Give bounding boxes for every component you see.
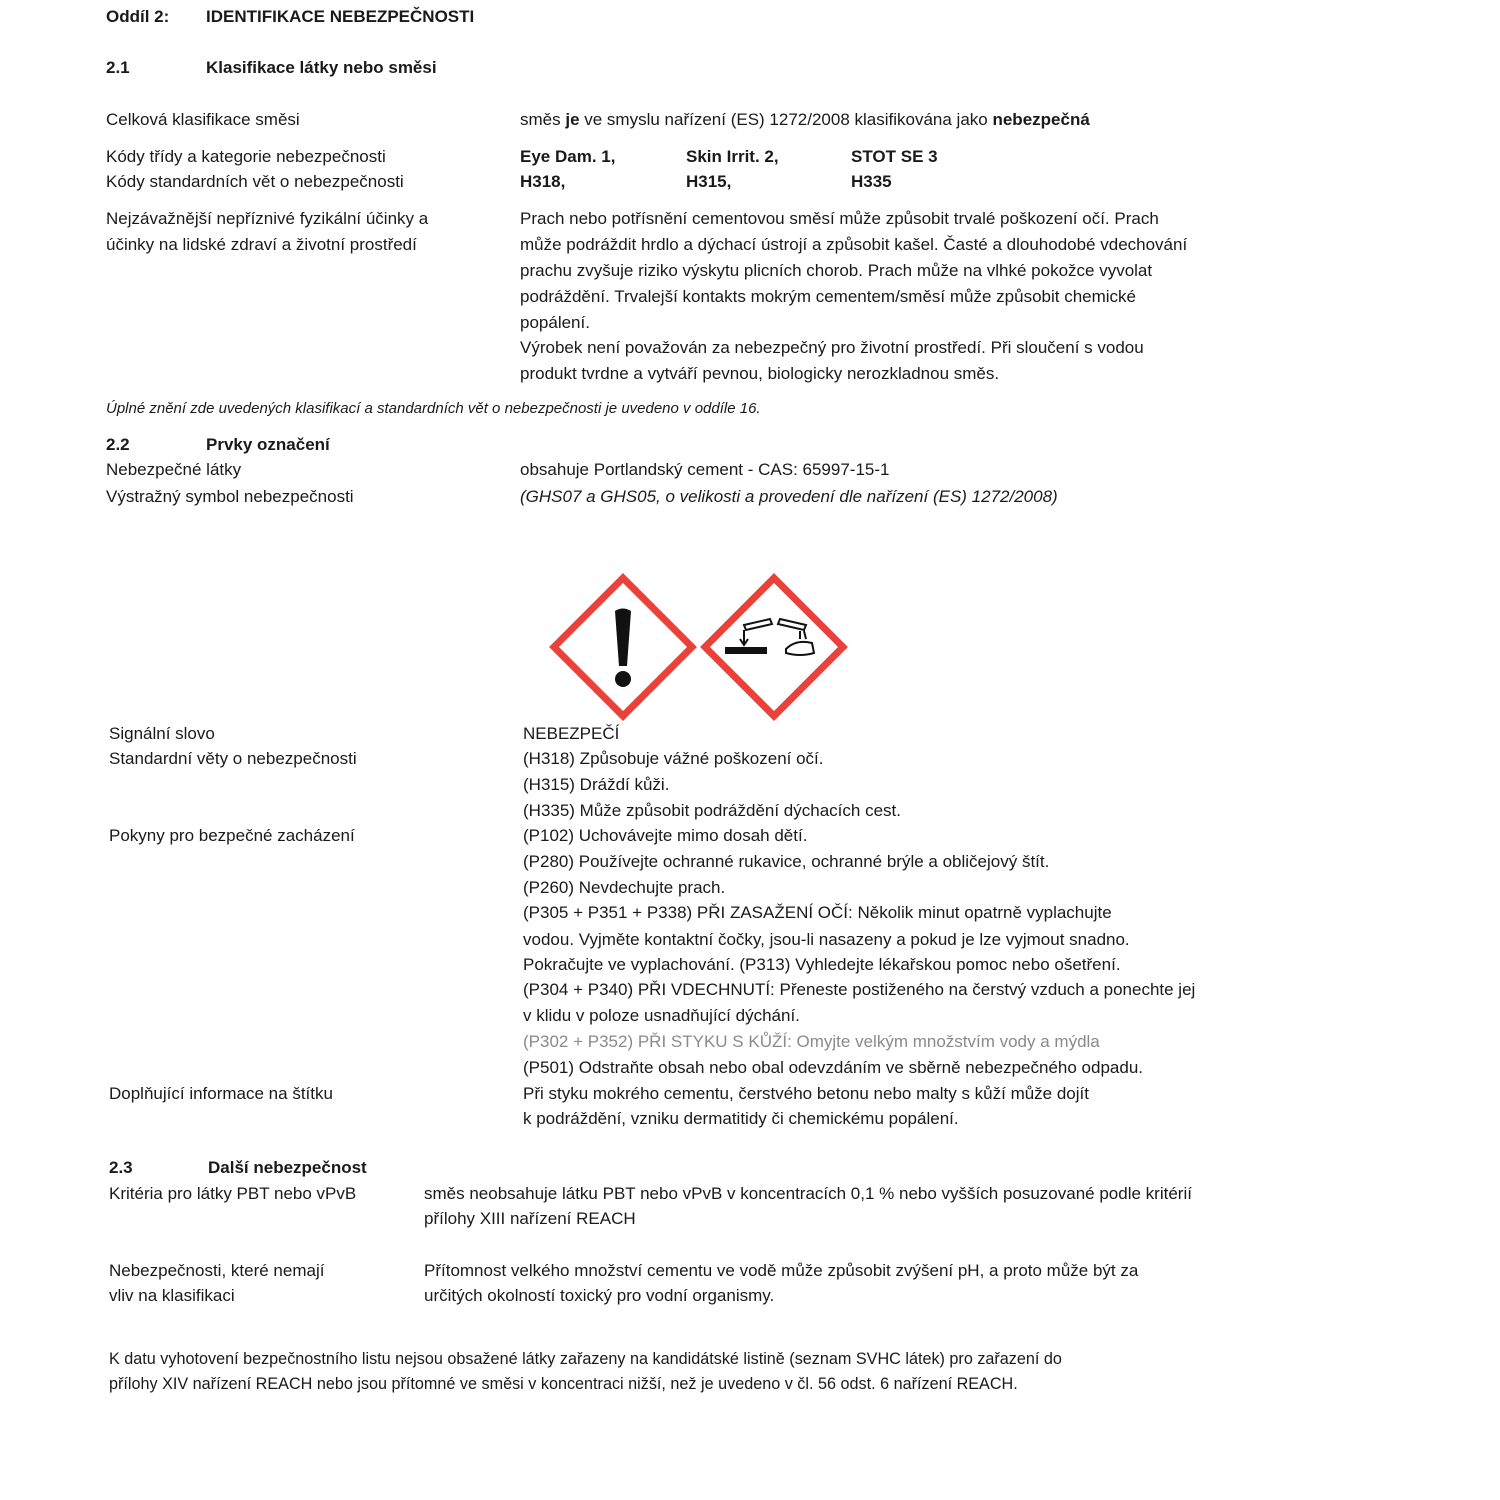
substances-value: obsahuje Portlandský cement - CAS: 65997-15-1 [520,460,890,479]
subsection-title: Klasifikace látky nebo směsi [206,58,437,77]
other-hazards-text: určitých okolností toxický pro vodní organismy. [424,1286,775,1305]
hazard-class-label: Kódy třídy a kategorie nebezpečnosti [106,147,386,166]
hazard-statement: (H315) Dráždí kůži. [523,775,670,794]
text-line: popálení. [520,313,590,332]
pbt-label: Kritéria pro látky PBT nebo vPvB [109,1184,357,1203]
text-bold: nebezpečná [992,110,1090,129]
svhc-text: přílohy XIV nařízení REACH nebo jsou přítomné ve směsi v koncentraci nižší, než je uvedeno v čl. 56 odst. 6 nařízení REACH. [109,1375,1018,1393]
hazard-class: Skin Irrit. 2, [686,147,779,166]
precautionary-label: Pokyny pro bezpečné zacházení [109,826,355,845]
subsection-title: Další nebezpečnost [208,1158,367,1177]
hazard-statement: (H318) Způsobuje vážné poškození očí. [523,749,824,768]
overall-classification-label: Celková klasifikace směsi [106,110,300,129]
hazard-code-label: Kódy standardních vět o nebezpečnosti [106,172,404,191]
subsection-title: Prvky označení [206,435,330,454]
classification-note: Úplné znění zde uvedených klasifikací a standardních vět o nebezpečnosti je uvedeno v oddíle 16. [106,400,761,417]
hazard-statement: (H335) Může způsobit podráždění dýchacích cest. [523,801,901,820]
text-bold: je [565,110,580,129]
other-hazards-text: Přítomnost velkého množství cementu ve vodě může způsobit zvýšení pH, a proto může být za [424,1261,1139,1280]
section-title: IDENTIFIKACE NEBEZPEČNOSTI [206,7,475,26]
precautionary-statement: (P260) Nevdechujte prach. [523,878,726,897]
other-hazards-label: Nebezpečnosti, které nemají [109,1261,325,1280]
hazard-code: H318, [520,172,566,191]
overall-classification-value [520,109,1090,131]
supplemental-label: Doplňující informace na štítku [109,1084,333,1103]
svhc-text: K datu vyhotovení bezpečnostního listu nejsou obsažené látky zařazeny na kandidátské listině (seznam SVHC látek) pro zařazení do [109,1350,1062,1368]
hazard-code: H335 [851,172,892,191]
section-label: Oddíl 2: [106,7,170,26]
precautionary-statement: (P280) Používejte ochranné rukavice, ochranné brýle a obličejový štít. [523,852,1050,871]
symbol-label: Výstražný symbol nebezpečnosti [106,487,354,506]
pbt-text: přílohy XIII nařízení REACH [424,1209,636,1228]
hazard-class: STOT SE 3 [851,147,938,166]
text-line: může podráždit hrdlo a dýchací ústrojí a způsobit kašel. Časté a dlouhodobé vdechování [520,235,1188,254]
precautionary-statement: (P304 + P340) PŘI VDECHNUTÍ: Přeneste postiženého na čerstvý vzduch a ponechte jej [523,980,1196,999]
precautionary-statement: Pokračujte ve vyplachování. (P313) Vyhledejte lékařskou pomoc nebo ošetření. [523,955,1121,974]
supplemental-text: Při styku mokrého cementu, čerstvého betonu nebo malty s kůží může dojít [523,1084,1089,1103]
supplemental-text: k podráždění, vzniku dermatitidy či chemickému popálení. [523,1109,959,1128]
text-line: Prach nebo potřísnění cementovou směsí může způsobit trvalé poškození očí. Prach [520,209,1159,228]
subsection-number: 2.1 [106,58,130,77]
precautionary-statement: v klidu v poloze usnadňující dýchání. [523,1006,800,1025]
hazard-code: H315, [686,172,732,191]
hazard-statements-label: Standardní věty o nebezpečnosti [109,749,357,768]
subsection-number: 2.3 [109,1158,133,1177]
precautionary-statement: (P501) Odstraňte obsah nebo obal odevzdáním ve sběrně nebezpečného odpadu. [523,1058,1144,1077]
text-line: prachu zvyšuje riziko výskytu plicních chorob. Prach může na vlhké pokožce vyvolat [520,261,1153,280]
effects-label: účinky na lidské zdraví a životní prostředí [106,235,417,254]
corrosion-icon [700,573,848,721]
effects-label: Nejzávažnější nepříznivé fyzikální účinky a [106,209,429,228]
precautionary-statement: (P302 + P352) PŘI STYKU S KŮŽÍ: Omyjte velkým množstvím vody a mýdla [523,1032,1100,1051]
text: směs [520,110,566,129]
text: ve smyslu nařízení (ES) 1272/2008 klasifikována jako [579,110,993,129]
exclamation-mark-icon [549,573,697,721]
subsection-number: 2.2 [106,435,130,454]
text-line: podráždění. Trvalejší kontakts mokrým cementem/směsí může způsobit chemické [520,287,1137,306]
signal-word-label: Signální slovo [109,724,215,743]
substances-label: Nebezpečné látky [106,460,242,479]
precautionary-statement: vodou. Vyjměte kontaktní čočky, jsou-li nasazeny a pokud je lze vyjmout snadno. [523,930,1130,949]
symbol-value: (GHS07 a GHS05, o velikosti a provedení dle nařízení (ES) 1272/2008) [520,487,1058,506]
precautionary-statement: (P305 + P351 + P338) PŘI ZASAŽENÍ OČÍ: Několik minut opatrně vyplachujte [523,903,1112,922]
signal-word-value: NEBEZPEČÍ [523,724,620,743]
text-line: produkt tvrdne a vytváří pevnou, biologicky nerozkladnou směs. [520,364,1000,383]
precautionary-statement: (P102) Uchovávejte mimo dosah dětí. [523,826,808,845]
pbt-text: směs neobsahuje látku PBT nebo vPvB v koncentracích 0,1 % nebo vyšších posuzované podle kritérií [424,1184,1192,1203]
text-line: Výrobek není považován za nebezpečný pro životní prostředí. Při sloučení s vodou [520,338,1144,357]
hazard-class: Eye Dam. 1, [520,147,616,166]
other-hazards-label: vliv na klasifikaci [109,1286,235,1305]
